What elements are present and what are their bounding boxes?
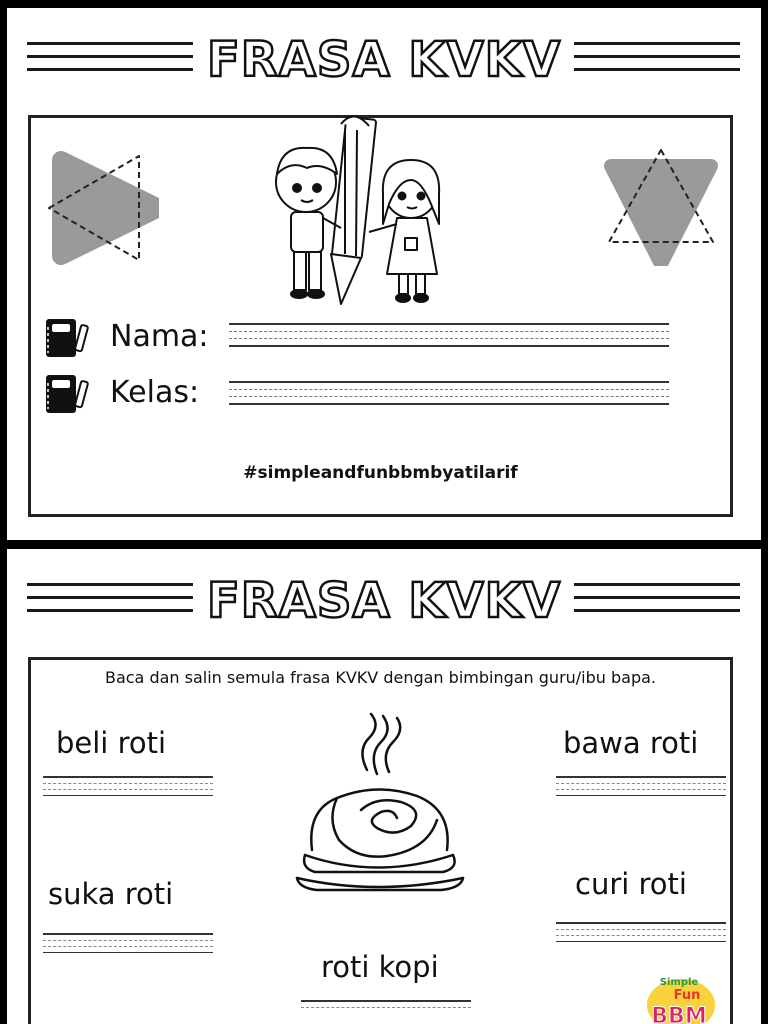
instruction-text: Baca dan salin semula frasa KVKV dengan bimbingan guru/ibu bapa. xyxy=(104,668,657,687)
svg-text:Fun: Fun xyxy=(673,988,701,1003)
triangle-right-icon xyxy=(39,148,159,268)
header-rules-left xyxy=(27,583,193,622)
bread-bun-illustration xyxy=(277,710,477,920)
cover-header xyxy=(7,8,761,118)
name-label: Nama: xyxy=(110,319,209,354)
kids-pencil-illustration xyxy=(261,104,461,324)
worksheet-page xyxy=(7,549,761,1024)
cover-frame xyxy=(28,115,733,517)
writing-lines-suka-roti[interactable] xyxy=(43,933,213,953)
phrase-roti-kopi: roti kopi xyxy=(321,950,439,984)
writing-lines-curi-roti[interactable] xyxy=(556,922,726,942)
class-writing-field[interactable] xyxy=(229,381,669,415)
phrase-curi-roti: curi roti xyxy=(575,867,687,901)
worksheet-frame xyxy=(28,657,733,1024)
simple-fun-bbm-logo xyxy=(641,965,717,1024)
cover-page xyxy=(7,8,761,540)
writing-lines-roti-kopi[interactable] xyxy=(301,1000,471,1013)
triangle-down-icon xyxy=(601,146,721,266)
svg-text:BBM: BBM xyxy=(651,1004,707,1024)
class-row xyxy=(44,371,704,417)
worksheet-header xyxy=(7,549,761,659)
name-writing-field[interactable] xyxy=(229,323,669,357)
header-rules-right xyxy=(574,42,740,81)
hashtag-text: #simpleandfunbbmbyatilarif xyxy=(243,463,518,483)
name-row xyxy=(44,315,704,361)
phrase-beli-roti: beli roti xyxy=(56,726,167,760)
notebook-pencil-icon xyxy=(44,315,90,361)
svg-text:Simple: Simple xyxy=(659,977,699,988)
page-title: FRASA KVKV xyxy=(206,32,561,88)
class-label: Kelas: xyxy=(110,375,200,410)
phrase-bawa-roti: bawa roti xyxy=(563,726,699,760)
page-title: FRASA KVKV xyxy=(206,573,561,629)
notebook-pencil-icon xyxy=(44,371,90,417)
writing-lines-bawa-roti[interactable] xyxy=(556,776,726,796)
header-rules-left xyxy=(27,42,193,81)
writing-lines-beli-roti[interactable] xyxy=(43,776,213,796)
header-rules-right xyxy=(574,583,740,622)
phrase-suka-roti: suka roti xyxy=(48,877,174,911)
